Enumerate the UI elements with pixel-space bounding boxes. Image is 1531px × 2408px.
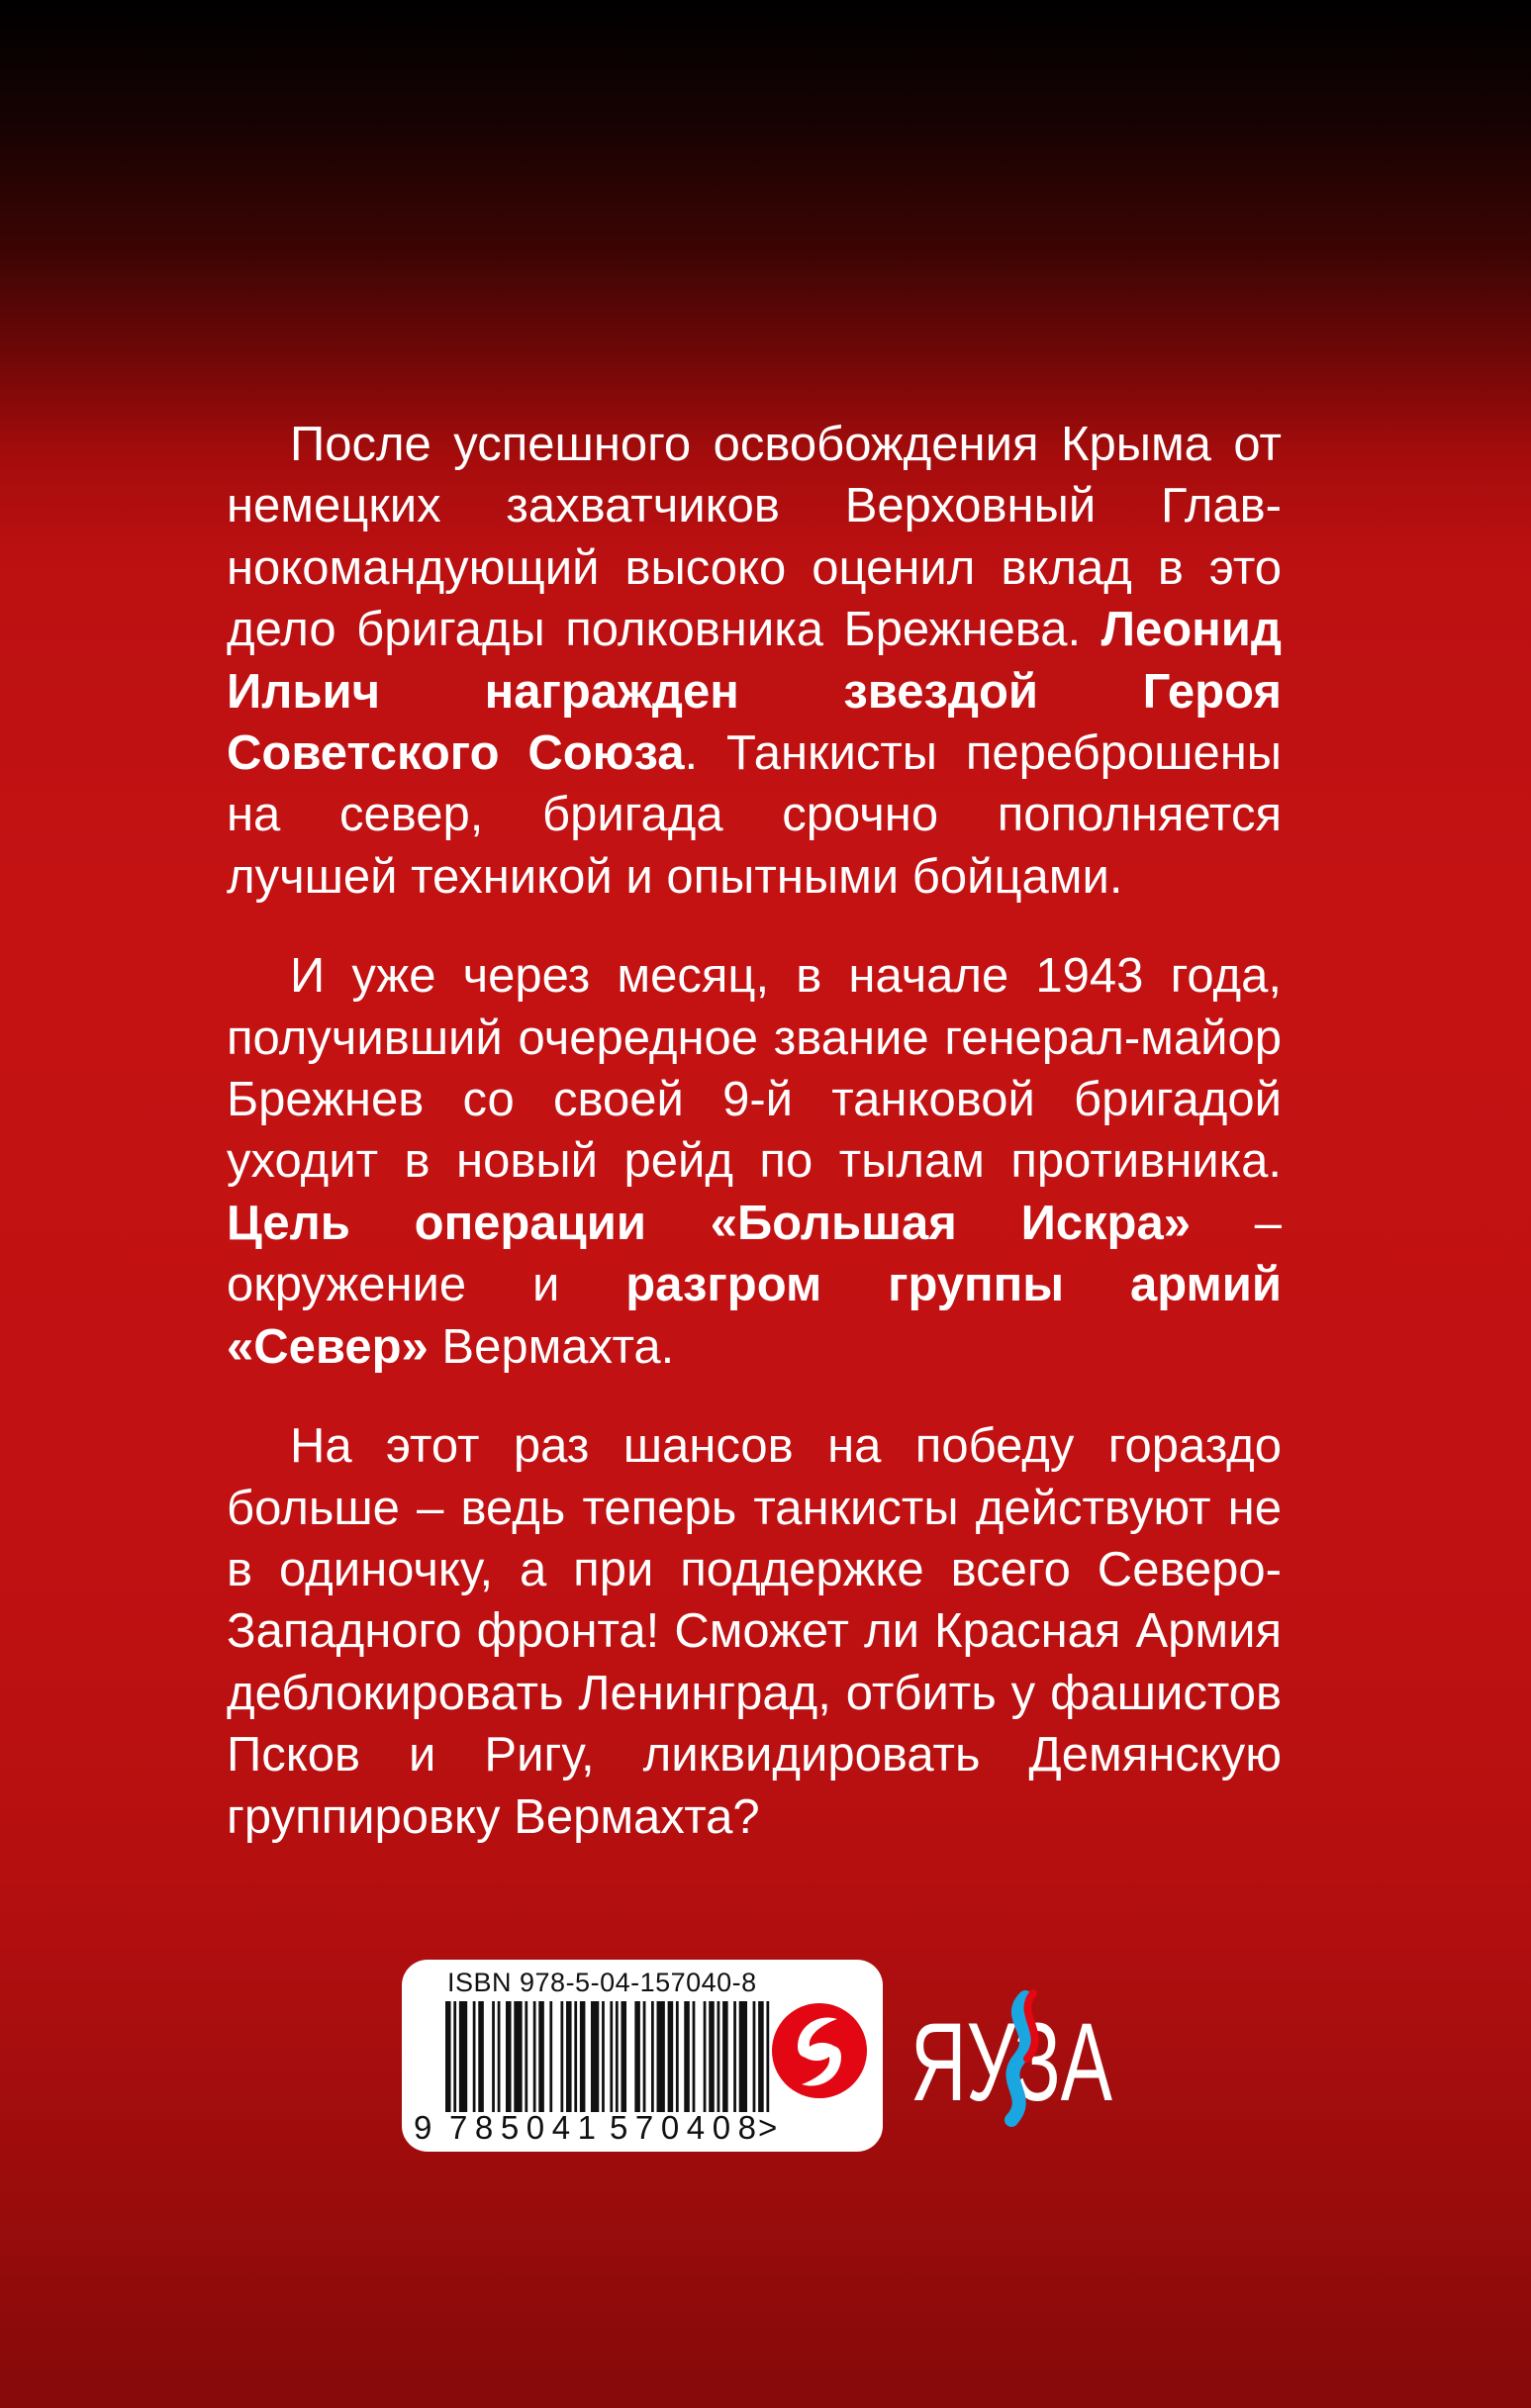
bold-text: Цель операции «Большая Искра» (227, 1196, 1191, 1250)
eksmo-logo-icon (768, 1995, 871, 2106)
barcode-bar (514, 2001, 522, 2112)
barcode-bar (651, 2001, 654, 2112)
text-run: После успешного освобождения Крыма от немецких захватчиков Верховный Главнокомандующий высоко оценил вклад в это дело бригады полковника Брежнева. (227, 418, 1282, 657)
barcode-bar (473, 2001, 476, 2112)
barcode-bar (733, 2001, 736, 2112)
barcode-bar (610, 2001, 613, 2112)
barcode-bar (718, 2001, 720, 2112)
barcode-bar (602, 2001, 605, 2112)
barcode-bar (657, 2001, 665, 2112)
barcode-bar (758, 2001, 764, 2112)
barcode-bar (445, 2001, 451, 2112)
barcode-bar (634, 2001, 640, 2112)
barcode-bar (643, 2001, 646, 2112)
barcode-bar (591, 2001, 599, 2112)
isbn-group-2: 570408 (610, 2109, 756, 2146)
isbn-arrow: > (758, 2109, 778, 2146)
barcode-bar (621, 2001, 626, 2112)
barcode-bar (684, 2001, 690, 2112)
barcode-icon (445, 2001, 772, 2112)
isbn-barcode-panel (402, 1960, 883, 2152)
paragraph-1 (227, 414, 1282, 908)
bold-text: разгром группы армий «Север» (227, 1258, 1282, 1374)
yauza-logo (909, 1979, 1116, 2128)
isbn-label: ISBN 978-5-04-157040-8 (447, 1968, 757, 1997)
bold-text: Леонид Ильич награжден звездой Героя Советского Союза (227, 603, 1282, 781)
barcode-bar (525, 2001, 527, 2112)
text-run: . Танкисты переброшены на север, бригада срочно пополняется лучшей техникой и опытными бойцами. (227, 726, 1282, 904)
barcode-bar (533, 2001, 536, 2112)
barcode-bar (453, 2001, 456, 2112)
yauza-logo-text: ЯУЗА (910, 2000, 1113, 2124)
barcode-bar (498, 2001, 501, 2112)
barcode-bar (753, 2001, 756, 2112)
barcode-bar (616, 2001, 619, 2112)
barcode-bar (709, 2001, 715, 2112)
barcode-bar (676, 2001, 679, 2112)
barcode-bar (574, 2001, 577, 2112)
text-run: – окружение и (227, 1196, 1282, 1312)
barcode-bar (693, 2001, 696, 2112)
paragraph-3 (227, 1415, 1282, 1848)
barcode-bar (704, 2001, 707, 2112)
barcode-bar (459, 2001, 467, 2112)
paragraph-2 (227, 945, 1282, 1378)
isbn-first-digit: 9 (414, 2109, 432, 2146)
isbn-group-1: 785041 (449, 2109, 596, 2146)
barcode-bar (566, 2001, 572, 2112)
barcode-bar (722, 2001, 728, 2112)
barcode-bar (549, 2001, 552, 2112)
text-run: На этот раз шансов на победу гораздо больше – ведь теперь танкисты действуют не в одиночку, а при поддержке всего Северо-Западного фронта! Сможет ли Красная Армия деблокировать Ленинград, отбить у фашистов Псков и Ригу, ликвидировать Демянскую группировку Вермахта? (227, 1419, 1282, 1844)
text-run: Вермахта. (428, 1319, 675, 1374)
isbn-digits (414, 2108, 778, 2146)
barcode-bar (668, 2001, 674, 2112)
barcode-bar (492, 2001, 495, 2112)
barcode-bar (739, 2001, 747, 2112)
barcode-bar (580, 2001, 586, 2112)
annotation-text (227, 414, 1282, 1885)
text-run: И уже через месяц, в начале 1943 года, получивший очередное звание генерал-майор Брежнев со своей 9-й танковой бригадой уходит в новый рейд по тылам противника. (227, 949, 1282, 1189)
barcode-bar (478, 2001, 484, 2112)
barcode-bar (560, 2001, 563, 2112)
barcode-bar (538, 2001, 544, 2112)
barcode-bar (506, 2001, 512, 2112)
